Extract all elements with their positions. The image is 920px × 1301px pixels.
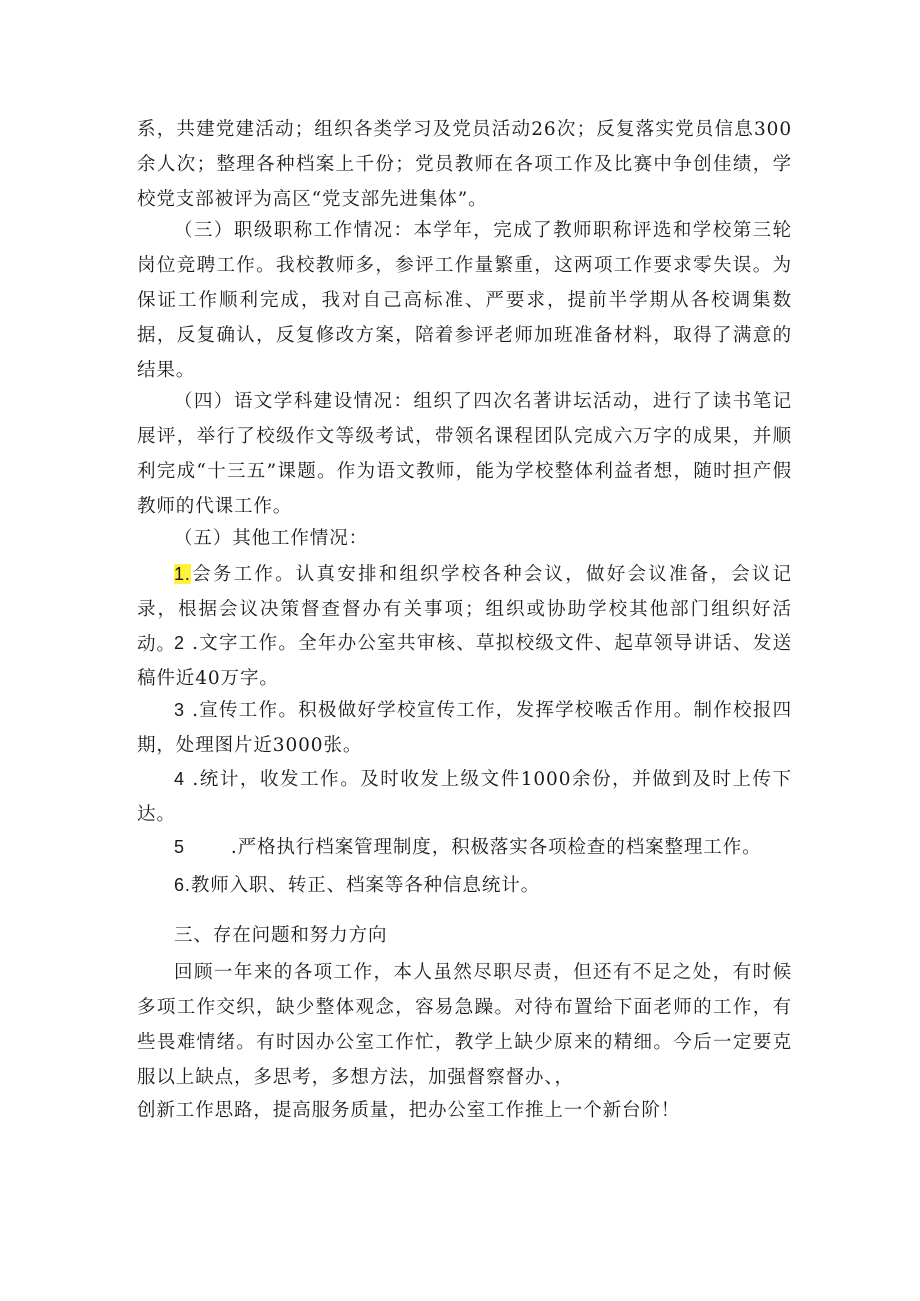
list-number: 6. [174,875,191,895]
list-text: .严格执行档案管理制度，积极落实各项检查的档案整理工作。 [230,837,762,858]
paragraph-review: 回顾一年来的各项工作，本人虽然尽职尽责，但还有不足之处，有时候多项工作交织，缺少整体观念，容易急躁。对待布置给下面老师的工作，有些畏难情绪。有时因办公室工作忙，教学上缺少原来的精细。今后一定要克服以上缺点，多思考，多想方法，加强督察督办、， [137,962,792,1088]
list-item-writing [137,626,792,696]
paragraph-title-evaluation: （三）职级职称工作情况：本学年，完成了教师职称评选和学校第三轮岗位竞聘工作。我校教师多，参评工作量繁重，这两项工作要求零失误。为保证工作顺利完成，我对自己高标准、严要求，提前半学期从各校调集数据，反复确认，反复修改方案，陪着参评老师加班准备材料，取得了满意的结果。 [137,220,792,381]
list-text: .宣传工作。积极做好学校宣传工作，发挥学校喉舌作用。制作校报四期，处理图片近3000张。 [137,700,792,756]
paragraph-chinese-subject: （四）语文学科建设情况：组织了四次名著讲坛活动，进行了读书笔记展评，举行了校级作文等级考试，带领名课程团队完成六万字的成果，并顺利完成“十三五”课题。作为语文教师，能为学校整体利益者想，随时担产假教师的代课工作。 [137,391,792,517]
list-number: 5 [174,837,185,857]
list-text: 教师入职、转正、档案等各种信息统计。 [190,875,541,896]
list-item-publicity [137,693,792,763]
list-number: 2 [174,633,185,653]
list-text: .统计，收发工作。及时收发上级文件1000余份，并做到及时上传下达。 [137,769,792,825]
paragraph-other-work: （五）其他工作情况： [174,528,369,549]
list-text: .文字工作。全年办公室共审核、草拟校级文件、起草领导讲话、发送稿件近40万字。 [137,633,792,689]
list-item-documents [137,762,792,832]
list-number: 4 [174,769,185,789]
list-item-archives [137,830,792,865]
paragraph-conclusion: 创新工作思路，提高服务质量，把办公室工作推上一个新台阶！ [137,1100,681,1121]
section-heading-problems: 三、存在问题和努力方向 [174,925,388,946]
list-text: 会务工作。认真安排和组织学校各种会议，做好会议准备，会议记录，根据会议决策督查督办有关事项；组织或协助学校其他部门组织好活动。 [137,564,792,655]
paragraph-party-building: 系，共建党建活动；组织各类学习及党员活动26次；反复落实党员信息300余人次；整理各种档案上千份；党员教师在各项工作及比赛中争创佳绩，学校党支部被评为高区“党支部先进集体”。 [137,119,792,210]
list-item-statistics [137,868,792,903]
list-number: 3 [174,700,185,720]
list-number: 1. [174,564,191,584]
